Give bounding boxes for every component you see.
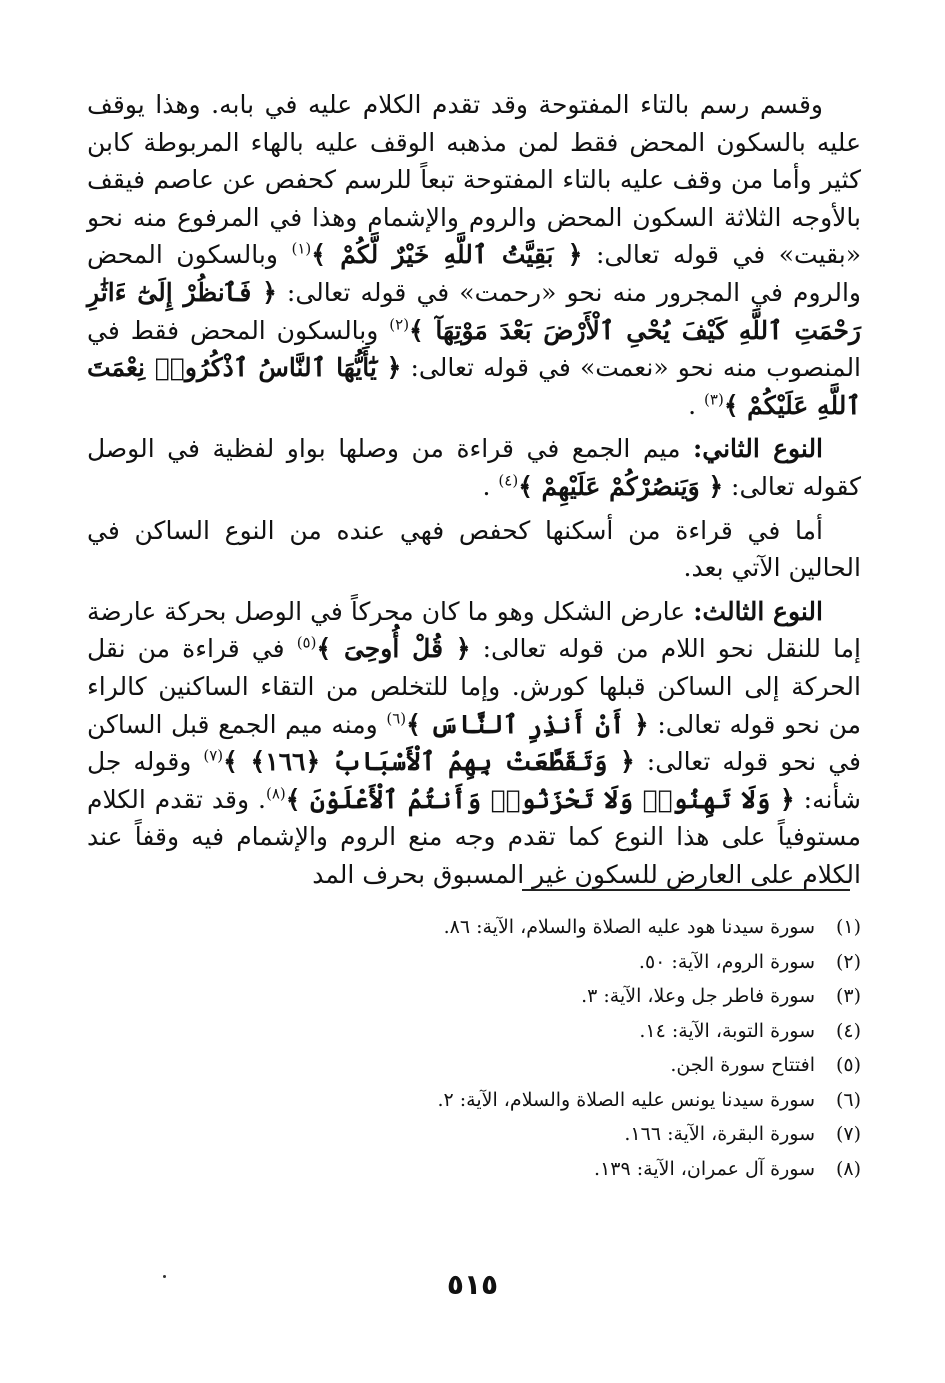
footnote-reference: (١) [291, 240, 312, 259]
footnote-item [87, 1048, 861, 1083]
footnotes-list [87, 910, 861, 1186]
footnote-text: سورة البقرة، الآية: ١٦٦. [624, 1123, 815, 1145]
main-text [87, 86, 861, 899]
footnote-reference: (٧) [203, 746, 224, 765]
footnote-number: (٢) [835, 950, 861, 973]
paragraph-text: وقوله جل شأنه: [87, 747, 862, 814]
footnote-item [87, 1083, 861, 1118]
footnote-text: سورة سيدنا يونس عليه الصلاة والسلام، الآية: ٢. [437, 1088, 815, 1111]
footnote-text: سورة فاطر جل وعلا، الآية: ٣. [581, 985, 815, 1007]
quran-verse: ﴿ بَقِيَّتُ ٱللَّهِ خَيْرٌ لَّكُمْ ﴾ [311, 240, 583, 270]
footnote-item [87, 945, 861, 980]
footnote-number: (١) [835, 916, 861, 938]
footnote-text: سورة آل عمران، الآية: ١٣٩. [594, 1157, 815, 1180]
footnote-text: سورة سيدنا هود عليه الصلاة والسلام، الآية: ٨٦. [443, 916, 815, 938]
paragraph-text: . وقد تقدم الكلام مستوفياً على هذا النوع كما تقدم وجه منع الروم والإشمام فيه وقفاً عند الكلام على العارض للسكون غير المسبوق بحرف المد [87, 784, 861, 889]
paragraph-text: وقسم رسم بالتاء المفتوحة وقد تقدم الكلام عليه في بابه. وهذا يوقف عليه بالسكون المحض فقط لمن مذهبه الوقف عليه بالهاء المربوطة كابن كثير وأما من وقف عليه بالتاء المفتوحة تبعاً للرسم كحفص عن عاصم فيقف بالأوجه الثلاثة السكون المحض والروم والإشمام وهذا في المرفوع منه نحو «بقيت» في قوله تعالى: [87, 90, 862, 270]
footnote-text: سورة التوبة، الآية: ١٤. [639, 1019, 815, 1042]
footnote-number: (٤) [835, 1019, 861, 1042]
footnote-number: (٣) [835, 985, 861, 1007]
paragraph [87, 512, 861, 587]
footnote-number: (٨) [835, 1157, 861, 1180]
paragraph-text: عارض الشكل وهو ما كان محركاً في الوصل بحركة عارضة إما للنقل نحو اللام من قوله تعالى: [87, 596, 861, 664]
footnote-reference: (٣) [704, 390, 724, 409]
paragraph-text: وبالسكون المحض فقط في المنصوب منه نحو «نعمت» في قوله تعالى: [87, 315, 862, 383]
quran-verse: ﴿ فَٱنظُرْ إِلَىٰٓ ءَاثَٰرِ رَحْمَتِ ٱللَّهِ كَيْفَ يُحْىِ ٱلْأَرْضَ بَعْدَ مَوْتِهَآ ﴾ [87, 277, 861, 345]
footnote-separator [522, 889, 850, 891]
section-heading: النوع الثالث: [693, 596, 823, 626]
quran-verse: ﴿ وَيَنصُرْكُمْ عَلَيْهِمْ ﴾ [518, 471, 724, 501]
footnote-reference: (٢) [389, 315, 410, 334]
page-number: ٥١٥ [446, 1268, 499, 1301]
paragraph-text: . [688, 390, 705, 420]
paragraph-text: في قراءة من نقل الحركة إلى الساكن قبلها كورش. وإما للتخلص من التقاء الساكنين كالراء من نحو قوله تعالى: [87, 634, 861, 739]
paragraph-text: أما في قراءة من أسكنها كحفص فهي عنده من النوع الساكن في الحالين الآتي بعد. [87, 515, 861, 583]
footnote-reference: (٤) [498, 471, 519, 490]
paragraph-text: ميم الجمع في قراءة من وصلها بواو لفظية في الوصل كقوله تعالى: [87, 434, 861, 501]
footnote-text: سورة الروم، الآية: ٥٠. [638, 950, 815, 973]
paragraph-text: . [482, 471, 499, 501]
quran-verse: ﴿ وَلَا تَهِنُوا۟ وَلَا تَحْزَنُوا۟ وَأَنتُمُ ٱلْأَعْلَوْنَ ﴾ [285, 784, 795, 814]
footnote-number: (٦) [835, 1088, 861, 1111]
paragraph [87, 430, 861, 505]
quran-verse: ﴿ أَنْ أَنذِرِ ٱلنَّاسَ ﴾ [406, 709, 649, 739]
paragraph [87, 86, 861, 424]
footnote-item [87, 1152, 861, 1187]
footnote-item [87, 979, 861, 1014]
footnote-number: (٥) [835, 1054, 861, 1076]
quran-verse: ﴿ يَٰٓأَيُّهَا ٱلنَّاسُ ٱذْكُرُوا۟ نِعْمَتَ ٱللَّهِ عَلَيْكُمْ ﴾ [87, 353, 861, 420]
paragraph-text: ومنه ميم الجمع قبل الساكن في نحو قوله تعالى: [87, 709, 861, 777]
footnote-reference: (٦) [386, 709, 407, 728]
footnote-number: (٧) [835, 1123, 861, 1145]
footnote-reference: (٨) [265, 784, 286, 803]
paragraph-text: وبالسكون المحض والروم في المجرور منه نحو «رحمت» في قوله تعالى: [87, 240, 861, 307]
quran-verse: ﴿ وَتَقَطَّعَتْ بِهِمُ ٱلْأَسْبَابُ ﴿١٦٦﴾ ﴾ [223, 747, 635, 777]
scan-speck [163, 1275, 166, 1278]
paragraph [87, 593, 861, 894]
footnote-item [87, 910, 861, 945]
footnote-reference: (٥) [296, 633, 317, 652]
quran-verse: ﴿ قُلْ أُوحِىَ ﴾ [316, 634, 471, 664]
footnote-item [87, 1117, 861, 1152]
footnote-item [87, 1014, 861, 1049]
section-heading: النوع الثاني: [693, 434, 824, 464]
footnote-text: افتتاح سورة الجن. [670, 1054, 815, 1076]
